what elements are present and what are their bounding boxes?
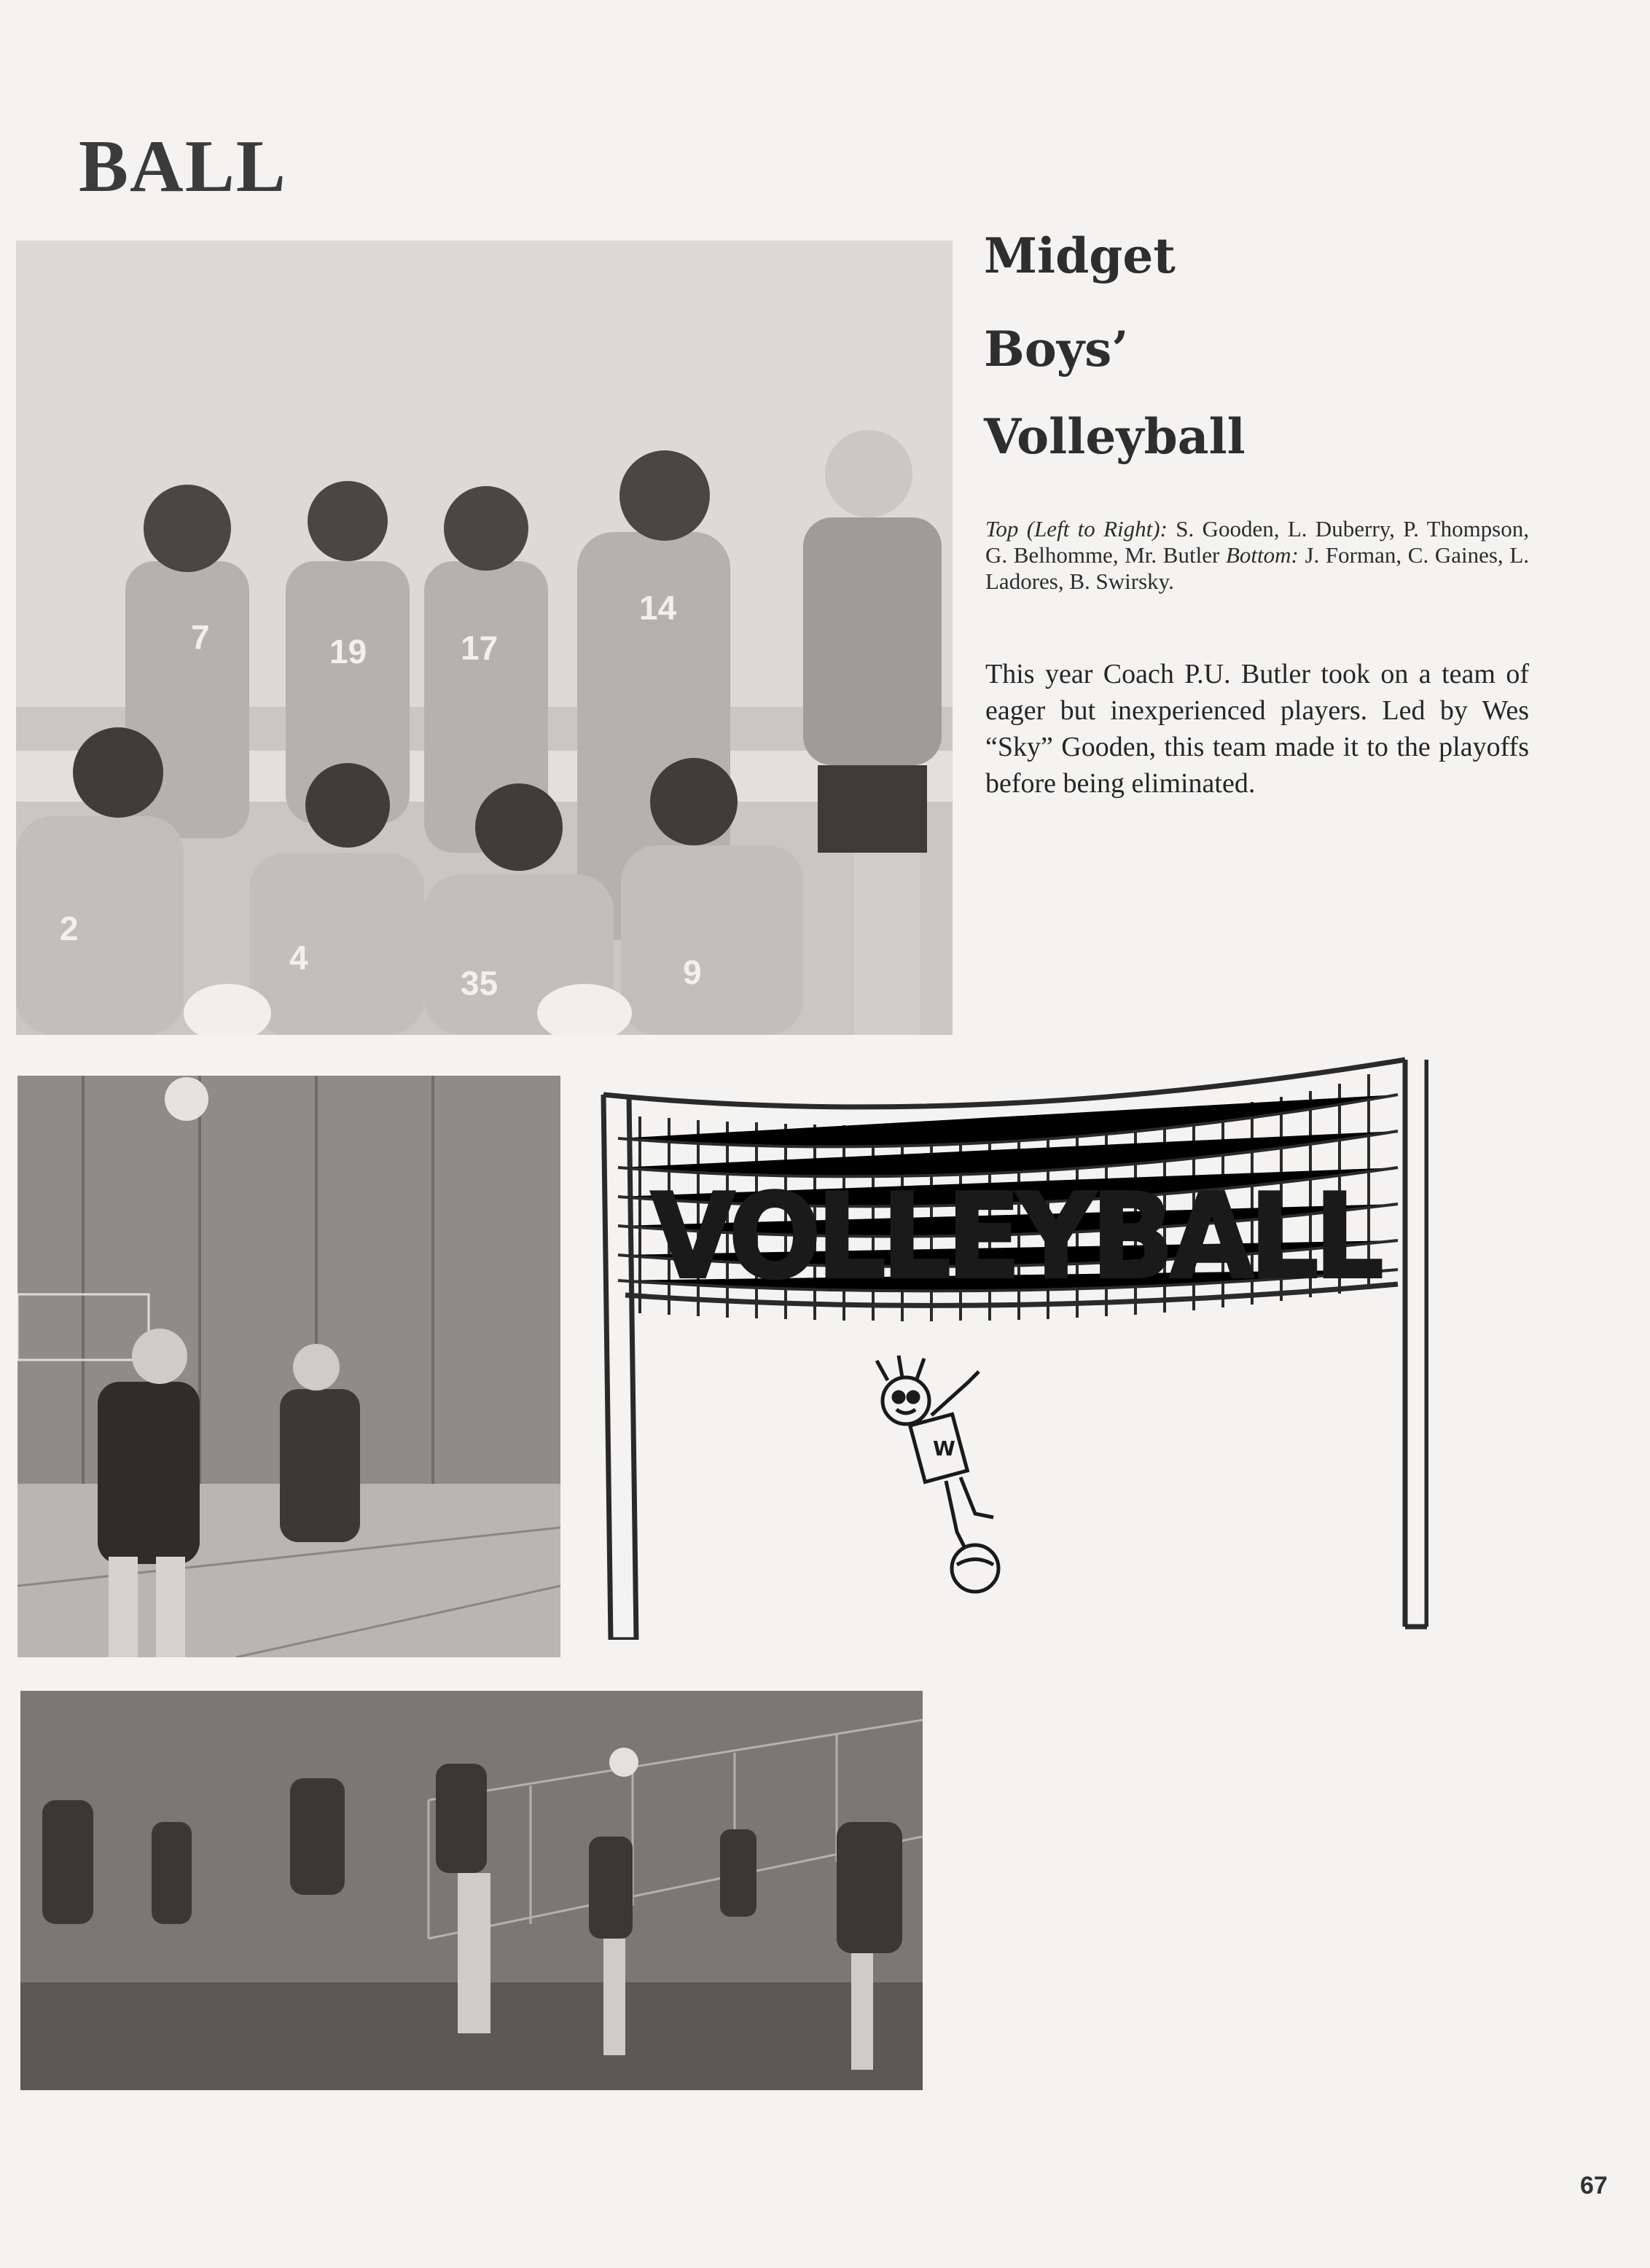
team-photo <box>16 241 953 1035</box>
jersey-number: 7 <box>191 618 210 656</box>
jersey-number: 35 <box>461 964 498 1002</box>
jersey-number: 2 <box>60 910 79 947</box>
volleyball-net-drawing <box>596 1051 1428 1640</box>
caption-top-label: Top (Left to Right): <box>985 516 1168 541</box>
jersey-number: 19 <box>329 633 367 670</box>
photo-caption <box>985 516 1529 595</box>
jersey-number: 4 <box>289 939 308 977</box>
headline-line: Midget <box>984 227 1176 284</box>
caption-bottom-names: J. Forman, C. Gaines, L. Ladores, B. Swirsky. <box>985 542 1530 594</box>
section-title: BALL <box>79 125 287 208</box>
page-number: 67 <box>1580 2172 1608 2199</box>
jersey-number: 9 <box>683 953 702 991</box>
jersey-number: 17 <box>461 629 498 667</box>
caption-bottom-label: Bottom: <box>1225 542 1299 568</box>
shirt-letter: W <box>933 1436 955 1460</box>
action-photo-spike <box>20 1691 923 2090</box>
action-photo-setting <box>17 1076 560 1657</box>
headline-line: Volleyball <box>984 408 1246 465</box>
headline-line: Boys’ <box>984 321 1129 378</box>
volleyball-lettering: VOLLEYBALL <box>651 1168 1381 1305</box>
caption-top-names: S. Gooden, L. Duberry, P. Thompson, G. Belhomme, Mr. Butler <box>985 516 1529 568</box>
article-body: This year Coach P.U. Butler took on a team of eager but inexperienced players. Led by Wes “Sky” Gooden, this team made it to the playoffs before being eliminated. <box>985 659 1529 799</box>
jersey-number: 14 <box>639 589 677 627</box>
